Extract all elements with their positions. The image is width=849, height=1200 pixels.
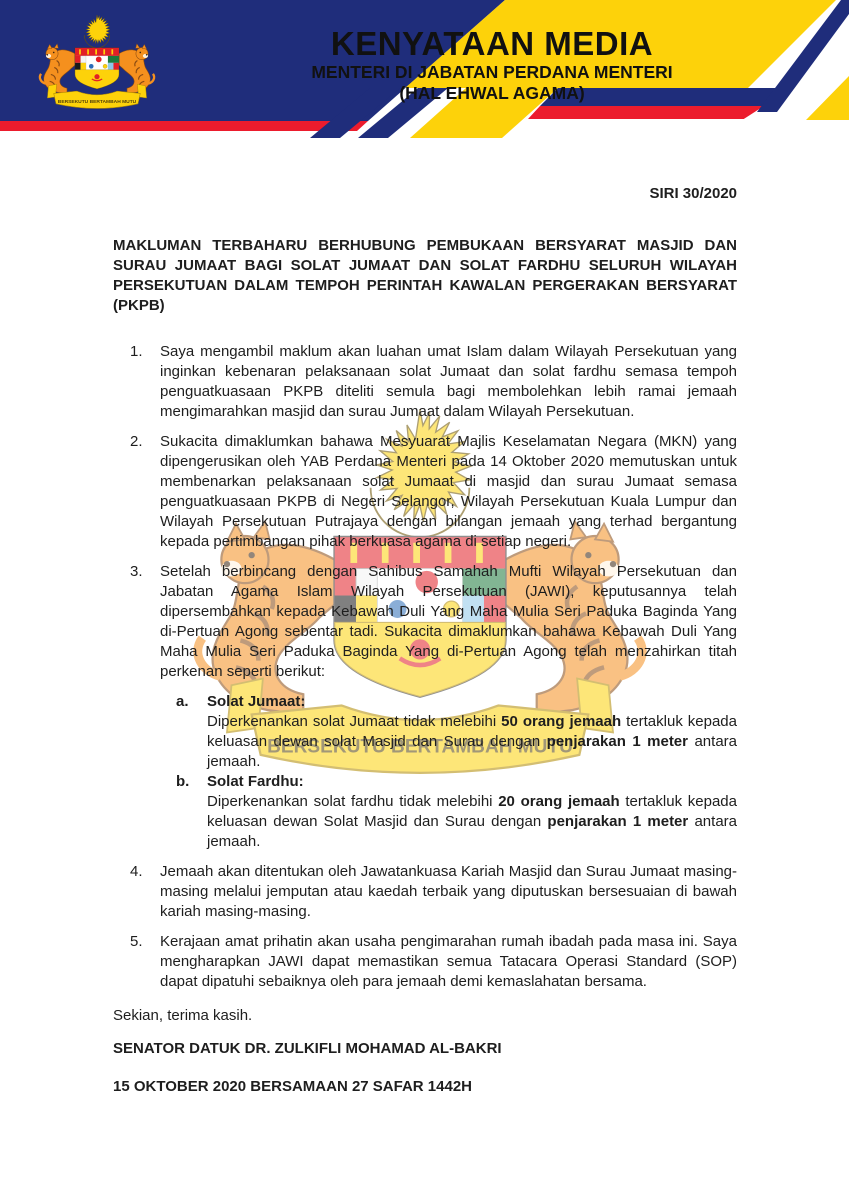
letterhead-title: KENYATAAN MEDIA [330, 25, 654, 62]
numbered-item-3 [113, 562, 737, 682]
sub-item-list [113, 692, 737, 852]
date-line: 15 OKTOBER 2020 BERSAMAAN 27 SAFAR 1442H [113, 1078, 473, 1095]
series-number: SIRI 30/2020 [649, 185, 737, 202]
signatory-name: SENATOR DATUK DR. ZULKIFLI MOHAMAD AL-BAKRI [113, 1040, 502, 1057]
banner-red-strip-left [0, 121, 368, 131]
letterhead-subtitle-1: MENTERI DI JABATAN PERDANA MENTERI [311, 62, 673, 82]
letterhead-banner [0, 0, 849, 140]
sub-item-b [113, 772, 737, 852]
banner-yellow-corner [806, 76, 849, 120]
item-number: 1. [130, 343, 143, 360]
sub-item-text: Diperkenankan solat Jumaat tidak melebihi 50 orang jemaah tertakluk kepada keluasan dewan solat Masjid dan Surau dengan penjarakan 1 meter antara jemaah. [207, 713, 737, 770]
sub-item-letter: a. [176, 693, 189, 710]
document-title: MAKLUMAN TERBAHARU BERHUBUNG PEMBUKAAN BERSYARAT MASJID DAN SURAU JUMAAT BAGI SOLAT JUMAAT DAN SOLAT FARDHU SELURUH WILAYAH PERSEKUTUAN DALAM TEMPOH PERINTAH KAWALAN PERGERAKAN BERSYARAT (PKPB) [113, 237, 737, 314]
item-number: 2. [130, 433, 143, 450]
sub-item-a [113, 692, 737, 772]
sub-item-title: Solat Fardhu: [207, 773, 304, 790]
item-text: Jemaah akan ditentukan oleh Jawatankuasa Kariah Masjid dan Surau Jumaat masing-masing melalui jemputan atau kaedah terbaik yang diputuskan bersesuaian di bawah kariah masing-masing. [160, 863, 737, 920]
sub-item-letter: b. [176, 773, 190, 790]
sub-item-text: Diperkenankan solat fardhu tidak melebihi 20 orang jemaah tertakluk kepada keluasan dewan Solat Masjid dan Surau dengan penjarakan 1 meter antara jemaah. [207, 793, 737, 850]
numbered-item-4 [113, 862, 737, 922]
item-number: 3. [130, 563, 143, 580]
numbered-item-1 [113, 342, 737, 422]
item-text: Setelah berbincang dengan Sahibus Samahah Mufti Wilayah Persekutuan dan Jabatan Agama Islam Wilayah Persekutuan (JAWI), keputusannya telah dipersembahkan kepada Kebawah Duli Yang Maha Mulia Seri Paduka Baginda Yang di-Pertuan Agong sebentar tadi. Sukacita dimaklumkan bahawa Kebawah Duli Yang Maha Mulia Seri Paduka Baginda Yang di-Pertuan Agong telah menzahirkan titah perkenan seperti berikut: [160, 563, 737, 680]
item-number: 4. [130, 863, 143, 880]
item-text: Saya mengambil maklum akan luahan umat Islam dalam Wilayah Persekutuan yang inginkan kebenaran pelaksanaan solat Jumaat dan solat fardhu semasa tempoh penguatkuasaan PKPB diteliti semula bagi membolehkan lebih ramai jemaah mengimarahkan masjid dan surau Jumaat dalam Wilayah Persekutuan. [160, 343, 737, 420]
numbered-item-5 [113, 932, 737, 992]
item-number: 5. [130, 933, 143, 950]
letterhead-subtitle-2: (HAL EHWAL AGAMA) [399, 83, 585, 103]
item-text: Kerajaan amat prihatin akan usaha pengimarahan rumah ibadah pada masa ini. Saya mengharapkan JAWI dapat memastikan semua Tatacara Operasi Standard (SOP) dapat dipatuhi sebaiknya oleh para jemaah demi kemaslahatan bersama. [160, 933, 737, 990]
banner-red-band-right [528, 106, 781, 119]
numbered-item-2 [113, 432, 737, 552]
sub-item-title: Solat Jumaat: [207, 693, 306, 710]
closing-line: Sekian, terima kasih. [113, 1007, 253, 1024]
item-text: Sukacita dimaklumkan bahawa Mesyuarat Majlis Keselamatan Negara (MKN) yang dipengerusikan oleh YAB Perdana Menteri pada 14 Oktober 2020 memutuskan untuk membenarkan pelaksanaan solat Jumaat di masjid dan surau Jumaat semasa penguatkuasaan PKPB di Negeri Selangor, Wilayah Persekutuan Kuala Lumpur dan Wilayah Persekutuan Putrajaya dengan bilangan jemaah yang terhad bergantung kepada pertimbangan pihak berkuasa agama di setiap negeri. [160, 433, 737, 550]
letterhead-text [308, 25, 676, 104]
document-body [113, 170, 737, 1097]
